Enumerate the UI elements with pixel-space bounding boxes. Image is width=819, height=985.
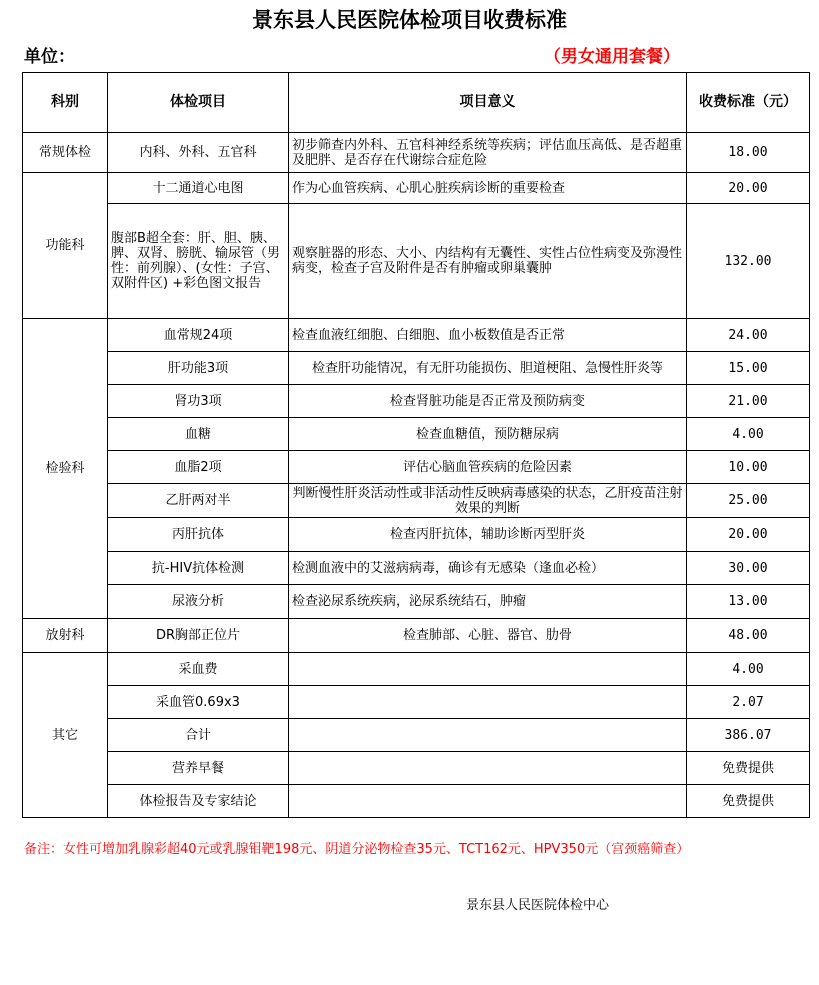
fee-cell: 386.07 — [687, 719, 810, 752]
remark-note: 备注：女性可增加乳腺彩超40元或乳腺钼靶198元、阴道分泌物检查35元、TCT162元、HPV350元（宫颈癌筛查） — [24, 842, 690, 857]
table-row — [23, 204, 810, 319]
fee-cell: 20.00 — [687, 173, 810, 204]
header-item: 体检项目 — [108, 73, 289, 133]
table-row — [23, 385, 810, 418]
fee-cell: 48.00 — [687, 619, 810, 653]
fee-table — [22, 72, 810, 818]
meaning-cell: 判断慢性肝炎活动性或非活动性反映病毒感染的状态，乙肝疫苗注射效果的判断 — [289, 484, 687, 518]
table-row — [23, 686, 810, 719]
fee-cell: 15.00 — [687, 352, 810, 385]
table-row — [23, 585, 810, 619]
meaning-cell: 检查血糖值，预防糖尿病 — [289, 418, 687, 451]
meaning-cell — [289, 686, 687, 719]
fee-cell: 10.00 — [687, 451, 810, 484]
item-cell: DR胸部正位片 — [108, 619, 289, 653]
item-cell: 体检报告及专家结论 — [108, 785, 289, 818]
header-department: 科别 — [23, 73, 108, 133]
package-label: （男女通用套餐） — [544, 47, 680, 67]
table-row — [23, 173, 810, 204]
table-row — [23, 619, 810, 653]
item-cell: 采血费 — [108, 653, 289, 686]
meaning-cell — [289, 785, 687, 818]
fee-cell: 132.00 — [687, 204, 810, 319]
fee-cell: 13.00 — [687, 585, 810, 619]
fee-cell: 25.00 — [687, 484, 810, 518]
item-cell: 抗-HIV抗体检测 — [108, 552, 289, 585]
fee-cell: 免费提供 — [687, 752, 810, 785]
table-row — [23, 785, 810, 818]
department-cell: 放射科 — [23, 619, 108, 653]
table-row — [23, 133, 810, 173]
fee-cell: 4.00 — [687, 653, 810, 686]
item-cell: 合计 — [108, 719, 289, 752]
fee-cell: 免费提供 — [687, 785, 810, 818]
item-cell: 肝功能3项 — [108, 352, 289, 385]
item-cell: 内科、外科、五官科 — [108, 133, 289, 173]
meaning-cell: 观察脏器的形态、大小、内结构有无囊性、实性占位性病变及弥漫性病变，检查子宫及附件是否有肿瘤或卵巢囊肿 — [289, 204, 687, 319]
item-cell: 肾功3项 — [108, 385, 289, 418]
meaning-cell — [289, 719, 687, 752]
table-row — [23, 518, 810, 552]
item-cell: 营养早餐 — [108, 752, 289, 785]
fee-cell: 20.00 — [687, 518, 810, 552]
fee-cell: 18.00 — [687, 133, 810, 173]
meaning-cell: 评估心脑血管疾病的危险因素 — [289, 451, 687, 484]
header-fee: 收费标准（元） — [687, 73, 810, 133]
item-cell: 腹部B超全套：肝、胆、胰、脾、双肾、膀胱、输尿管（男性：前列腺）、(女性：子宫、双附件区) +彩色图文报告 — [108, 204, 289, 319]
item-cell: 十二通道心电图 — [108, 173, 289, 204]
table-row — [23, 752, 810, 785]
item-cell: 血脂2项 — [108, 451, 289, 484]
unit-label: 单位： — [24, 47, 75, 67]
fee-cell: 4.00 — [687, 418, 810, 451]
footer-signature: 景东县人民医院体检中心 — [466, 898, 610, 913]
meaning-cell: 检测血液中的艾滋病病毒，确诊有无感染（逢血必检） — [289, 552, 687, 585]
meaning-cell: 检查肝功能情况，有无肝功能损伤、胆道梗阻、急慢性肝炎等 — [289, 352, 687, 385]
page-title: 景东县人民医院体检项目收费标准 — [252, 8, 567, 32]
department-cell: 其它 — [23, 653, 108, 818]
meaning-cell: 作为心血管疾病、心肌心脏疾病诊断的重要检查 — [289, 173, 687, 204]
department-cell: 检验科 — [23, 319, 108, 619]
meaning-cell: 检查丙肝抗体，辅助诊断丙型肝炎 — [289, 518, 687, 552]
table-row — [23, 418, 810, 451]
item-cell: 尿液分析 — [108, 585, 289, 619]
header-row — [23, 73, 810, 133]
fee-cell: 24.00 — [687, 319, 810, 352]
table-row — [23, 719, 810, 752]
meaning-cell: 检查肺部、心脏、器官、肋骨 — [289, 619, 687, 653]
meaning-cell: 检查血液红细胞、白细胞、血小板数值是否正常 — [289, 319, 687, 352]
meaning-cell: 检查肾脏功能是否正常及预防病变 — [289, 385, 687, 418]
table-row — [23, 484, 810, 518]
meaning-cell — [289, 752, 687, 785]
table-row — [23, 653, 810, 686]
item-cell: 丙肝抗体 — [108, 518, 289, 552]
fee-cell: 21.00 — [687, 385, 810, 418]
fee-cell: 2.07 — [687, 686, 810, 719]
meaning-cell: 初步筛查内外科、五官科神经系统等疾病；评估血压高低、是否超重及肥胖、是否存在代谢综合症危险 — [289, 133, 687, 173]
department-cell: 常规体检 — [23, 133, 108, 173]
table-row — [23, 451, 810, 484]
table-row — [23, 319, 810, 352]
meaning-cell — [289, 653, 687, 686]
department-cell: 功能科 — [23, 173, 108, 319]
table-row — [23, 352, 810, 385]
meaning-cell: 检查泌尿系统疾病，泌尿系统结石，肿瘤 — [289, 585, 687, 619]
item-cell: 血常规24项 — [108, 319, 289, 352]
header-meaning: 项目意义 — [289, 73, 687, 133]
item-cell: 血糖 — [108, 418, 289, 451]
fee-cell: 30.00 — [687, 552, 810, 585]
item-cell: 采血管0.69x3 — [108, 686, 289, 719]
item-cell: 乙肝两对半 — [108, 484, 289, 518]
table-row — [23, 552, 810, 585]
